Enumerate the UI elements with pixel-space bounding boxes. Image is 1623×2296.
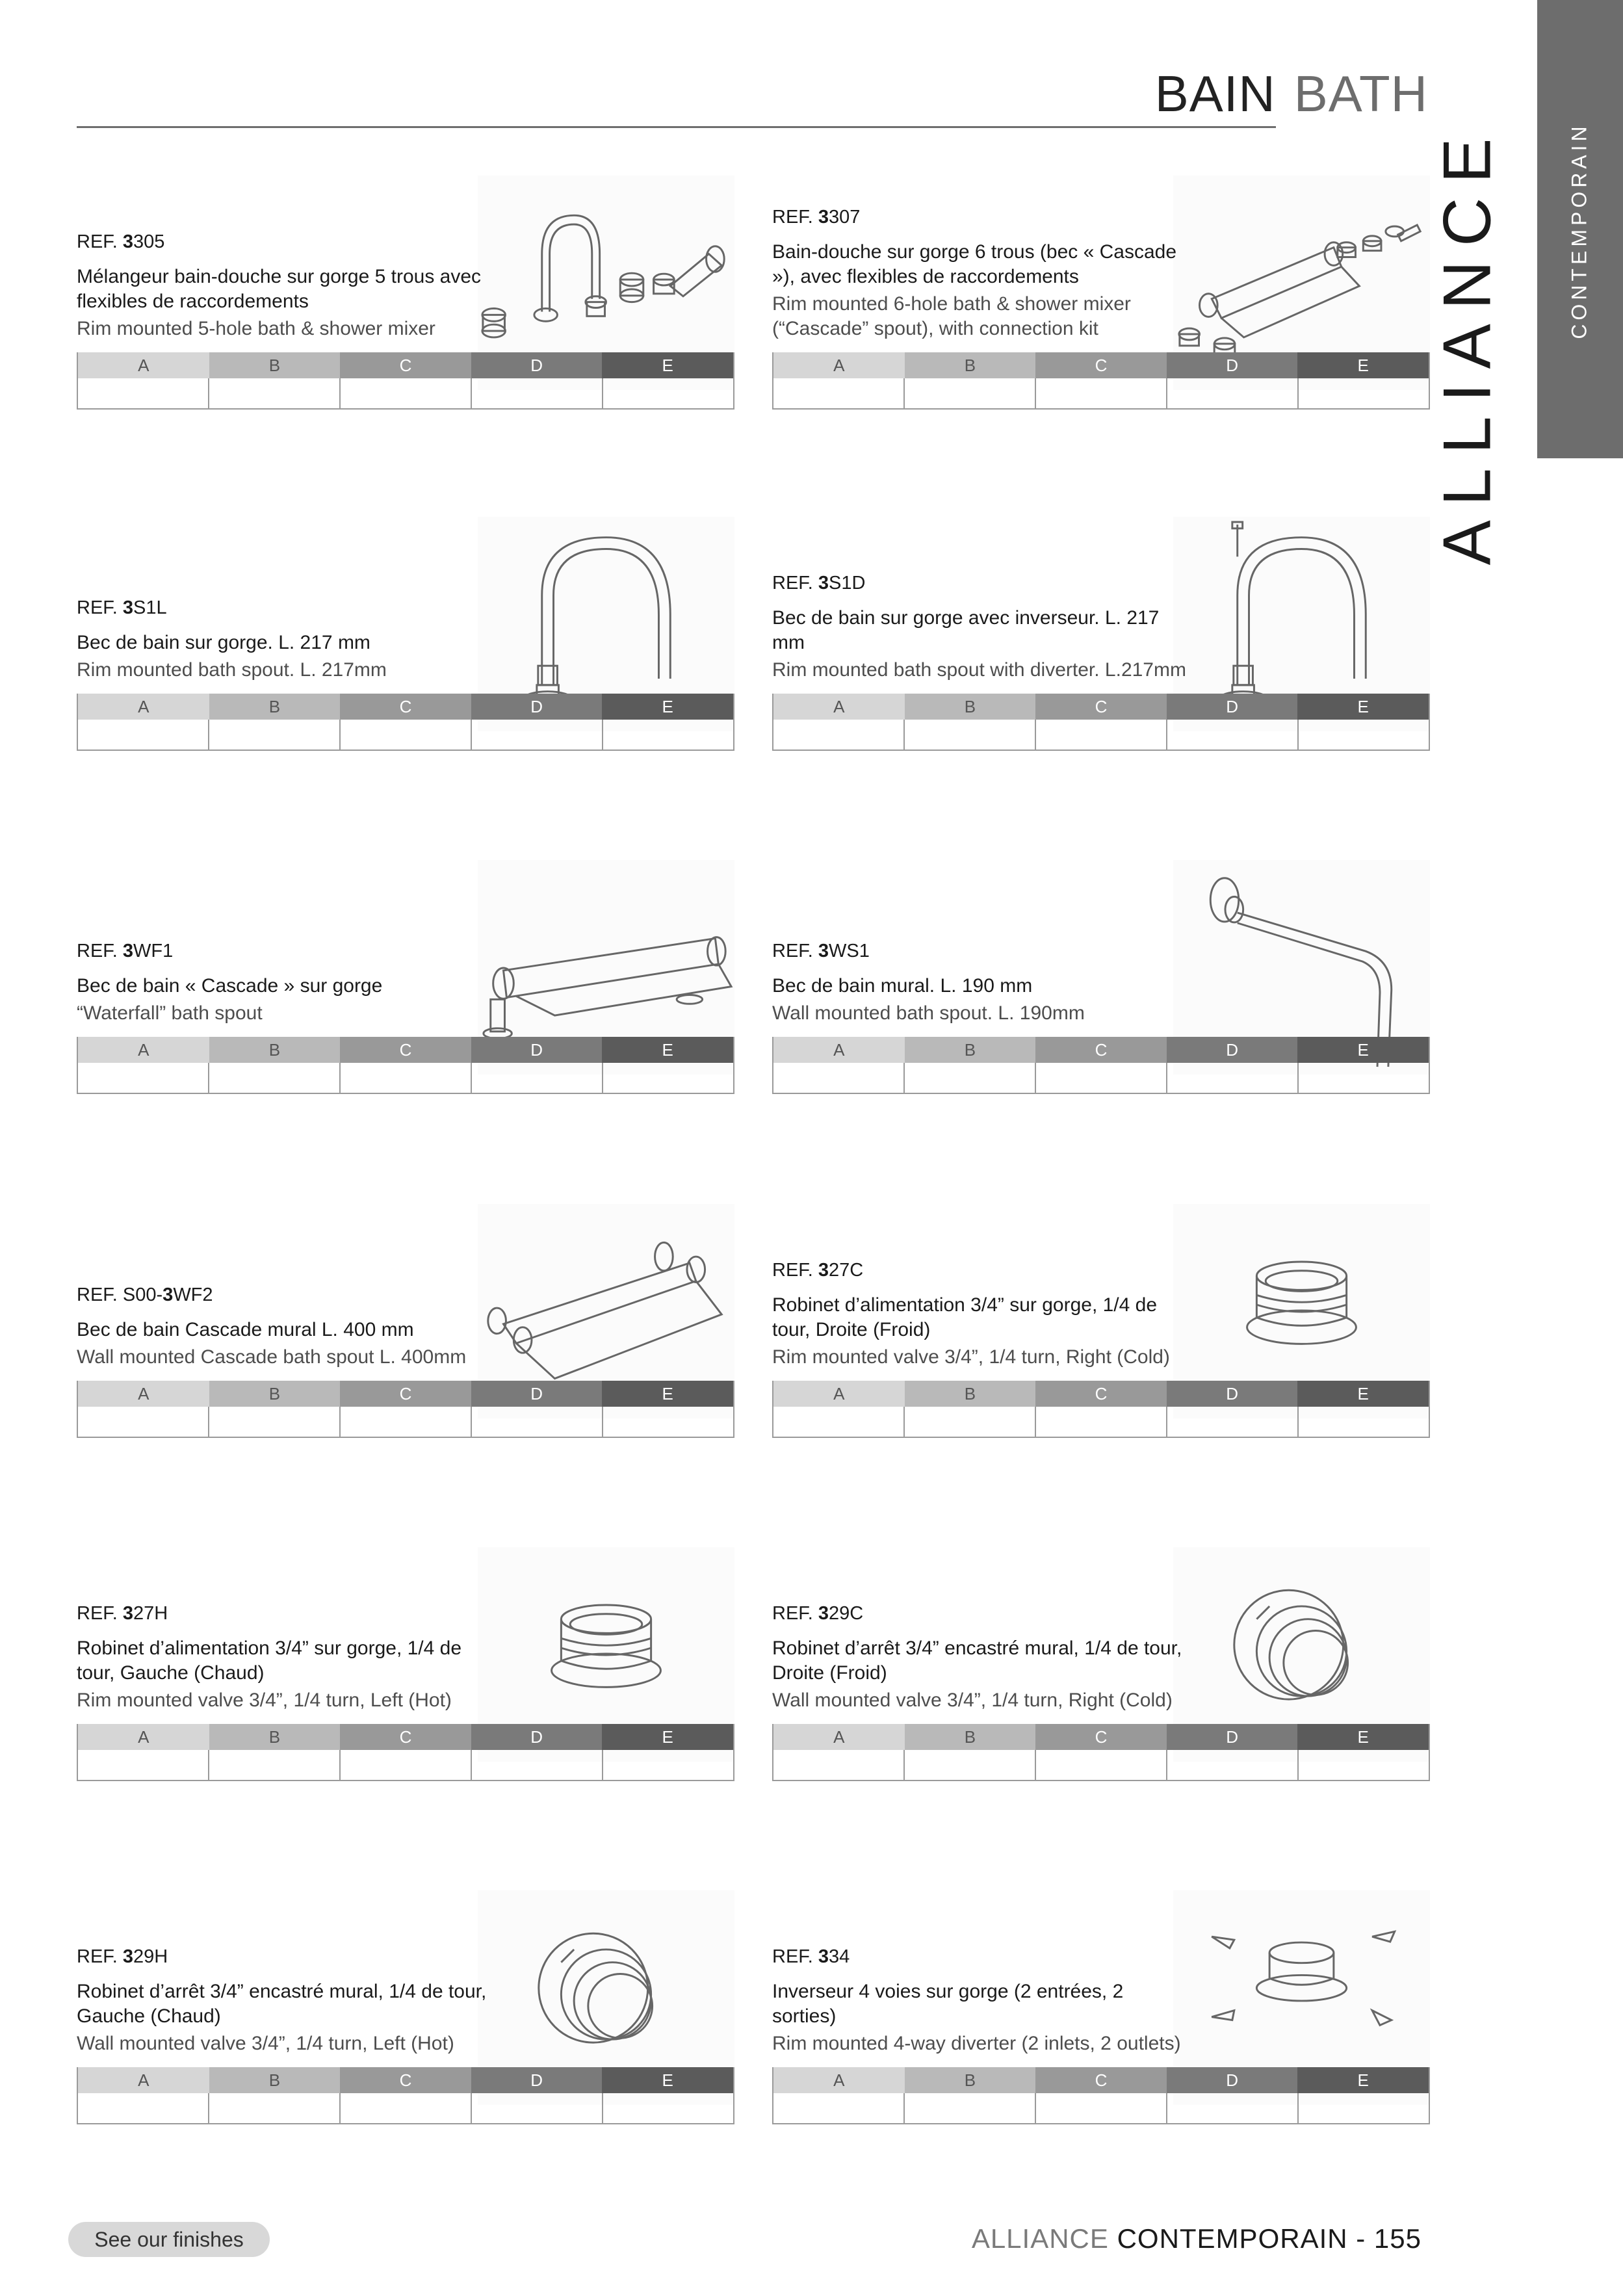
- finish-header-e: E: [602, 1037, 733, 1063]
- finish-cell-a: [78, 1750, 209, 1780]
- product-card: [772, 1890, 1430, 2124]
- finish-header-b: B: [905, 352, 1036, 378]
- finish-cell-c: [341, 378, 472, 408]
- finish-cell-d: [1167, 1750, 1299, 1780]
- finish-cell-b: [905, 1407, 1036, 1437]
- finish-cell-e: [1299, 1750, 1429, 1780]
- description-english: Wall mounted valve 3/4”, 1/4 turn, Left (Hot): [77, 2033, 454, 2054]
- finish-header-c: C: [340, 694, 471, 720]
- collection-tab-label: CONTEMPORAIN: [1567, 122, 1591, 339]
- ref-code: WF1: [133, 941, 174, 962]
- description-english: Wall mounted Cascade bath spout L. 400mm: [77, 1346, 467, 1368]
- finish-cell-a: [773, 1407, 905, 1437]
- finish-cell-e: [603, 2093, 733, 2123]
- finish-table: [77, 694, 734, 751]
- finish-header-d: D: [471, 694, 603, 720]
- finish-header-a: A: [78, 694, 209, 720]
- finish-cell-d: [472, 378, 603, 408]
- finish-header-e: E: [1297, 1037, 1429, 1063]
- product-card: [772, 1547, 1430, 1781]
- product-card: [772, 1204, 1430, 1438]
- description-french: Bec de bain sur gorge. L. 217 mm: [77, 632, 370, 653]
- finish-header-b: B: [905, 1724, 1036, 1750]
- ref-prefix: REF.: [77, 1946, 123, 1968]
- ref-code: 307: [829, 207, 861, 228]
- finish-header-c: C: [340, 1724, 471, 1750]
- ref-code: 27H: [133, 1603, 168, 1624]
- product-description: [77, 1604, 493, 1713]
- ref-series: 3: [162, 1285, 174, 1306]
- description-english: Rim mounted 4-way diverter (2 inlets, 2 outlets): [772, 2033, 1181, 2054]
- finish-header-c: C: [1035, 2067, 1167, 2093]
- ref-code: S1L: [133, 597, 167, 619]
- product-card: [77, 517, 734, 751]
- finish-cell-a: [773, 2093, 905, 2123]
- finish-cell-e: [603, 378, 733, 408]
- finish-cell-e: [1299, 1063, 1429, 1093]
- finish-table: [77, 1724, 734, 1781]
- product-reference: [772, 1260, 1188, 1281]
- description-french: Mélangeur bain-douche sur gorge 5 trous avec flexibles de raccordements: [77, 266, 482, 312]
- finish-cell-c: [341, 1407, 472, 1437]
- finish-header-c: C: [340, 2067, 471, 2093]
- finish-header-e: E: [602, 352, 733, 378]
- finish-header-e: E: [1297, 694, 1429, 720]
- ref-code: WS1: [829, 941, 870, 962]
- product-description: [77, 941, 493, 1026]
- finish-cell-b: [209, 1750, 341, 1780]
- finish-cell-d: [472, 720, 603, 750]
- finish-cell-c: [341, 1750, 472, 1780]
- product-reference: [77, 941, 493, 962]
- description-english: Rim mounted bath spout with diverter. L.217mm: [772, 659, 1186, 681]
- finish-header-d: D: [471, 1724, 603, 1750]
- finish-header-d: D: [471, 1037, 603, 1063]
- ref-series: 3: [818, 1260, 829, 1281]
- product-description: [77, 1285, 493, 1370]
- brand-name-vertical: ALLIANCE: [1429, 124, 1505, 566]
- ref-code: WF2: [173, 1285, 213, 1306]
- finish-cell-b: [209, 1063, 341, 1093]
- see-finishes-button[interactable]: See our finishes: [68, 2222, 270, 2257]
- finish-header-a: A: [78, 1037, 209, 1063]
- finish-cell-a: [78, 378, 209, 408]
- finish-header-a: A: [78, 352, 209, 378]
- product-description: [77, 232, 493, 341]
- finish-table: [772, 352, 1430, 410]
- finish-header-d: D: [1167, 1381, 1298, 1407]
- finish-header-b: B: [209, 1724, 341, 1750]
- product-card: [77, 1547, 734, 1781]
- description-french: Robinet d’alimentation 3/4” sur gorge, 1/4 de tour, Droite (Froid): [772, 1294, 1158, 1340]
- ref-prefix: REF.: [77, 597, 123, 619]
- finish-header-a: A: [773, 1381, 905, 1407]
- ref-series: 3: [818, 573, 829, 594]
- description-french: Bec de bain sur gorge avec inverseur. L. 217 mm: [772, 607, 1160, 653]
- finish-cell-e: [1299, 1407, 1429, 1437]
- finish-cell-a: [773, 720, 905, 750]
- finish-header-e: E: [602, 1381, 733, 1407]
- product-reference: [77, 1604, 493, 1624]
- finish-cell-a: [773, 1063, 905, 1093]
- ref-series: 3: [122, 941, 134, 962]
- finish-cell-b: [905, 1750, 1036, 1780]
- finish-header-c: C: [1035, 694, 1167, 720]
- description-english: Rim mounted 5-hole bath & shower mixer: [77, 318, 435, 339]
- finish-header-b: B: [209, 1037, 341, 1063]
- ref-code: 29C: [829, 1603, 864, 1624]
- ref-prefix: REF.: [772, 1260, 818, 1281]
- finish-header-b: B: [209, 2067, 341, 2093]
- description-english: Rim mounted 6-hole bath & shower mixer (“Cascade” spout), with connection kit: [772, 293, 1131, 339]
- finish-cell-e: [1299, 2093, 1429, 2123]
- finish-cell-c: [341, 720, 472, 750]
- finish-header-a: A: [773, 352, 905, 378]
- finish-cell-b: [905, 2093, 1036, 2123]
- finish-cell-a: [78, 720, 209, 750]
- description-french: Robinet d’arrêt 3/4” encastré mural, 1/4 de tour, Gauche (Chaud): [77, 1981, 487, 2027]
- finish-table: [772, 1037, 1430, 1094]
- finish-cell-c: [1036, 1063, 1167, 1093]
- header-divider: [77, 126, 1276, 128]
- ref-code: 34: [829, 1946, 850, 1968]
- product-reference: [772, 1947, 1188, 1968]
- ref-series: 3: [122, 1603, 134, 1624]
- finish-header-e: E: [1297, 2067, 1429, 2093]
- finish-cell-c: [1036, 378, 1167, 408]
- finish-header-b: B: [905, 2067, 1036, 2093]
- product-card: [77, 1204, 734, 1438]
- product-description: [772, 1260, 1188, 1370]
- product-description: [77, 598, 493, 683]
- ref-code: S1D: [829, 573, 866, 594]
- product-reference: [77, 1947, 493, 1968]
- finish-table: [77, 352, 734, 410]
- product-description: [772, 207, 1188, 341]
- ref-code: 305: [133, 231, 165, 253]
- finish-header-a: A: [773, 1724, 905, 1750]
- finish-header-a: A: [773, 1037, 905, 1063]
- finish-header-a: A: [78, 1381, 209, 1407]
- finish-cell-d: [1167, 2093, 1299, 2123]
- ref-series: 3: [818, 1603, 829, 1624]
- finish-cell-c: [341, 1063, 472, 1093]
- description-french: Bain-douche sur gorge 6 trous (bec « Cascade »), avec flexibles de raccordements: [772, 241, 1177, 287]
- ref-prefix: REF.: [772, 207, 818, 228]
- finish-cell-c: [1036, 2093, 1167, 2123]
- finish-cell-e: [603, 1750, 733, 1780]
- ref-prefix: REF.: [772, 1946, 818, 1968]
- description-english: Rim mounted valve 3/4”, 1/4 turn, Left (Hot): [77, 1689, 452, 1711]
- product-description: [772, 941, 1188, 1026]
- finish-cell-b: [905, 378, 1036, 408]
- ref-series: 3: [818, 207, 829, 228]
- ref-prefix: REF.: [772, 941, 818, 962]
- product-description: [772, 573, 1188, 683]
- finish-header-e: E: [602, 2067, 733, 2093]
- ref-prefix: REF.: [77, 231, 123, 253]
- description-french: Bec de bain « Cascade » sur gorge: [77, 975, 383, 997]
- product-card: [772, 176, 1430, 410]
- finish-table: [77, 2067, 734, 2124]
- description-french: Robinet d’alimentation 3/4” sur gorge, 1/4 de tour, Gauche (Chaud): [77, 1637, 462, 1684]
- product-description: [77, 1947, 493, 2056]
- finish-cell-d: [472, 2093, 603, 2123]
- finish-table: [772, 1381, 1430, 1438]
- ref-prefix: REF. S00-: [77, 1285, 163, 1306]
- product-card: [77, 176, 734, 410]
- title-english: BATH: [1293, 65, 1428, 122]
- page-footer: [972, 2223, 1422, 2254]
- finish-cell-d: [1167, 378, 1299, 408]
- finish-header-d: D: [1167, 694, 1298, 720]
- finish-cell-d: [472, 1750, 603, 1780]
- finish-header-a: A: [773, 2067, 905, 2093]
- description-english: Rim mounted valve 3/4”, 1/4 turn, Right (Cold): [772, 1346, 1170, 1368]
- ref-series: 3: [122, 231, 134, 253]
- finish-cell-a: [78, 1063, 209, 1093]
- ref-prefix: REF.: [77, 1603, 123, 1624]
- description-french: Bec de bain Cascade mural L. 400 mm: [77, 1319, 414, 1340]
- finish-cell-e: [603, 1063, 733, 1093]
- finish-header-c: C: [340, 352, 471, 378]
- finish-cell-a: [773, 1750, 905, 1780]
- product-description: [772, 1604, 1188, 1713]
- finish-cell-d: [1167, 1407, 1299, 1437]
- finish-cell-c: [341, 2093, 472, 2123]
- finish-cell-d: [1167, 1063, 1299, 1093]
- finish-cell-e: [1299, 378, 1429, 408]
- description-english: Wall mounted valve 3/4”, 1/4 turn, Right (Cold): [772, 1689, 1173, 1711]
- finish-header-b: B: [209, 352, 341, 378]
- finish-header-c: C: [1035, 1037, 1167, 1063]
- ref-series: 3: [818, 941, 829, 962]
- finish-header-c: C: [1035, 1724, 1167, 1750]
- finish-header-b: B: [905, 694, 1036, 720]
- product-reference: [77, 1285, 493, 1306]
- finish-header-d: D: [1167, 1037, 1298, 1063]
- ref-series: 3: [818, 1946, 829, 1968]
- finish-header-e: E: [1297, 1381, 1429, 1407]
- finish-cell-e: [603, 720, 733, 750]
- finish-header-c: C: [340, 1037, 471, 1063]
- ref-code: 27C: [829, 1260, 864, 1281]
- finish-cell-a: [773, 378, 905, 408]
- finish-header-c: C: [340, 1381, 471, 1407]
- product-card: [77, 860, 734, 1094]
- finish-header-d: D: [1167, 352, 1298, 378]
- title-french: BAIN: [1154, 65, 1276, 122]
- finish-cell-b: [905, 1063, 1036, 1093]
- finish-header-d: D: [471, 2067, 603, 2093]
- product-reference: [772, 207, 1188, 228]
- finish-header-e: E: [1297, 352, 1429, 378]
- finish-cell-c: [1036, 1750, 1167, 1780]
- finish-header-d: D: [471, 352, 603, 378]
- finish-table: [772, 694, 1430, 751]
- page-title: [1154, 65, 1428, 122]
- product-card: [77, 1890, 734, 2124]
- finish-cell-c: [1036, 1407, 1167, 1437]
- finish-header-d: D: [471, 1381, 603, 1407]
- description-english: Rim mounted bath spout. L. 217mm: [77, 659, 387, 681]
- finish-cell-a: [78, 1407, 209, 1437]
- ref-series: 3: [122, 1946, 134, 1968]
- finish-header-b: B: [905, 1037, 1036, 1063]
- finish-cell-e: [1299, 720, 1429, 750]
- ref-prefix: REF.: [772, 1603, 818, 1624]
- description-english: Wall mounted bath spout. L. 190mm: [772, 1002, 1085, 1024]
- description-french: Robinet d’arrêt 3/4” encastré mural, 1/4 de tour, Droite (Froid): [772, 1637, 1182, 1684]
- product-description: [772, 1947, 1188, 2056]
- product-reference: [772, 1604, 1188, 1624]
- finish-header-a: A: [773, 694, 905, 720]
- finish-table: [772, 2067, 1430, 2124]
- finish-header-b: B: [209, 694, 341, 720]
- ref-prefix: REF.: [77, 941, 123, 962]
- finish-cell-c: [1036, 720, 1167, 750]
- finish-header-b: B: [209, 1381, 341, 1407]
- description-french: Inverseur 4 voies sur gorge (2 entrées, 2 sorties): [772, 1981, 1124, 2027]
- finish-header-c: C: [1035, 1381, 1167, 1407]
- footer-brand: ALLIANCE: [971, 2223, 1109, 2254]
- finish-header-a: A: [78, 2067, 209, 2093]
- finish-cell-b: [905, 720, 1036, 750]
- finish-cell-d: [472, 1063, 603, 1093]
- finish-table: [772, 1724, 1430, 1781]
- finish-header-e: E: [602, 1724, 733, 1750]
- product-card: [772, 517, 1430, 751]
- description-french: Bec de bain mural. L. 190 mm: [772, 975, 1033, 997]
- finish-header-b: B: [905, 1381, 1036, 1407]
- ref-series: 3: [122, 597, 134, 619]
- finish-header-e: E: [602, 694, 733, 720]
- ref-prefix: REF.: [772, 573, 818, 594]
- finish-header-d: D: [1167, 1724, 1298, 1750]
- product-reference: [77, 232, 493, 253]
- finish-cell-b: [209, 378, 341, 408]
- finish-table: [77, 1381, 734, 1438]
- product-card: [772, 860, 1430, 1094]
- finish-cell-a: [78, 2093, 209, 2123]
- finish-header-c: C: [1035, 352, 1167, 378]
- finish-cell-d: [1167, 720, 1299, 750]
- description-english: “Waterfall” bath spout: [77, 1002, 263, 1024]
- finish-cell-b: [209, 720, 341, 750]
- finish-cell-b: [209, 1407, 341, 1437]
- finish-header-e: E: [1297, 1724, 1429, 1750]
- footer-collection-page: CONTEMPORAIN - 155: [1108, 2223, 1422, 2254]
- finish-cell-b: [209, 2093, 341, 2123]
- product-reference: [77, 598, 493, 619]
- finish-cell-e: [603, 1407, 733, 1437]
- product-reference: [772, 573, 1188, 594]
- ref-code: 29H: [133, 1946, 168, 1968]
- finish-header-d: D: [1167, 2067, 1298, 2093]
- finish-header-a: A: [78, 1724, 209, 1750]
- product-reference: [772, 941, 1188, 962]
- finish-table: [77, 1037, 734, 1094]
- finish-cell-d: [472, 1407, 603, 1437]
